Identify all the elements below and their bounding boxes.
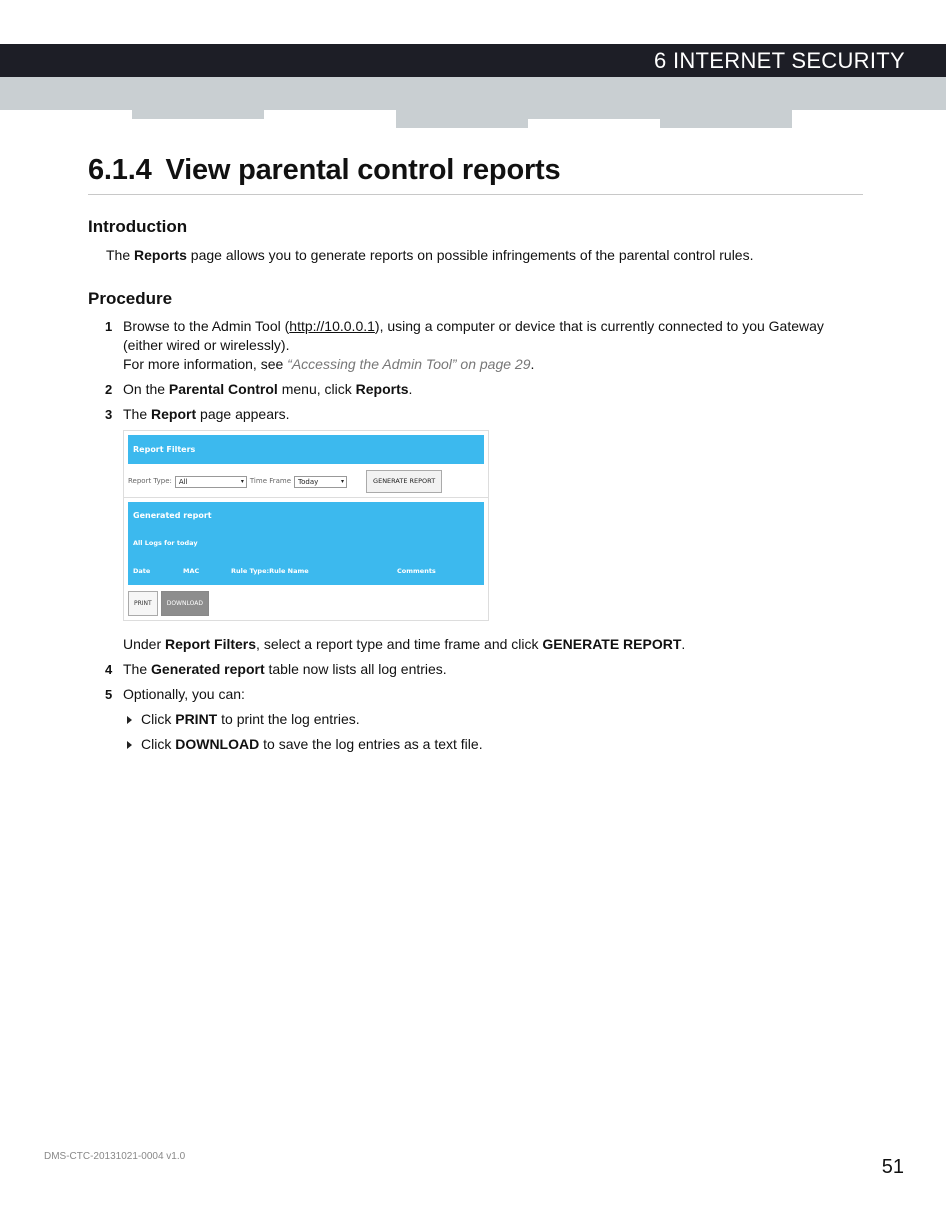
procedure-step-4: 4 The Generated report table now lists all log entries. [105,661,447,677]
introduction-text: The Reports page allows you to generate reports on possible infringements of the parental control rules. [106,247,754,263]
report-filters-instruction: Under Report Filters, select a report type and time frame and click GENERATE REPORT. [123,636,686,652]
column-header: Comments [397,567,436,575]
document-code: DMS-CTC-20131021-0004 v1.0 [44,1151,186,1162]
triangle-bullet-icon [127,741,132,749]
procedure-step-1: 1 Browse to the Admin Tool (http://10.0.0.1), using a computer or device that is currently connected to you Gateway (either wired or wirelessly). For more information, see “Accessing the Admin Tool” on page 29. [105,318,824,372]
introduction-heading: Introduction [88,217,188,236]
procedure-step-3: 3 The Report page appears. Report Filters Report Type: All ▾ Time Frame Today ▾ GENERATE REPORT Generated report All Logs for today Date MAC Rule Type:Rule Name Comments PRINT DOWNLOAD [88,405,863,621]
list-item: Click PRINT to print the log entries. [123,710,863,729]
procedure-steps-continued [88,660,863,754]
decorative-tab [660,110,792,128]
page-number: 51 [881,1156,904,1178]
triangle-bullet-icon [127,716,132,724]
procedure-steps [88,317,863,621]
page-content [88,150,863,760]
time-frame-label: Time Frame [249,477,292,485]
chapter-title: 6 INTERNET SECURITY [654,48,905,73]
procedure-step-2: 2 On the Parental Control menu, click Reports. [105,381,413,397]
column-header: Rule Type:Rule Name [231,567,309,575]
optional-actions-list [123,710,863,754]
chevron-down-icon: ▾ [341,477,345,485]
download-button[interactable]: DOWNLOAD [161,591,209,616]
column-header: Date [133,567,151,575]
decorative-tab [132,110,264,119]
logs-label: All Logs for today [133,539,198,547]
cross-reference-link[interactable]: “Accessing the Admin Tool” on page 29 [287,356,531,372]
report-filters-title: Report Filters [128,435,484,464]
decorative-tab-strip [0,77,946,128]
procedure-heading: Procedure [88,289,173,308]
generated-report-panel [128,502,484,585]
admin-tool-link[interactable]: http://10.0.0.1 [289,318,375,334]
time-frame-select[interactable]: Today ▾ [294,476,347,488]
section-title [88,150,863,195]
print-button[interactable]: PRINT [128,591,158,616]
list-item: Click DOWNLOAD to save the log entries as a text file. [123,735,863,754]
generated-report-title: Generated report [133,511,212,520]
report-table-header [133,562,479,581]
chapter-header-bar [0,44,946,77]
decorative-tab [396,110,528,128]
procedure-step-5: 5 Optionally, you can: Click PRINT to print the log entries. Click DOWNLOAD to save the log entries as a text file. [88,685,863,754]
report-filters-panel [124,431,488,498]
decorative-tab [528,110,660,119]
generate-report-button[interactable]: GENERATE REPORT [366,470,442,493]
chevron-down-icon: ▾ [240,477,244,485]
section-number: 6.1.4 [88,154,152,186]
column-header: MAC [183,567,200,575]
report-page-screenshot [123,430,489,621]
report-type-select[interactable]: All ▾ [175,476,247,488]
section-title-text: View parental control reports [165,154,561,186]
report-type-label: Report Type: [128,477,172,485]
